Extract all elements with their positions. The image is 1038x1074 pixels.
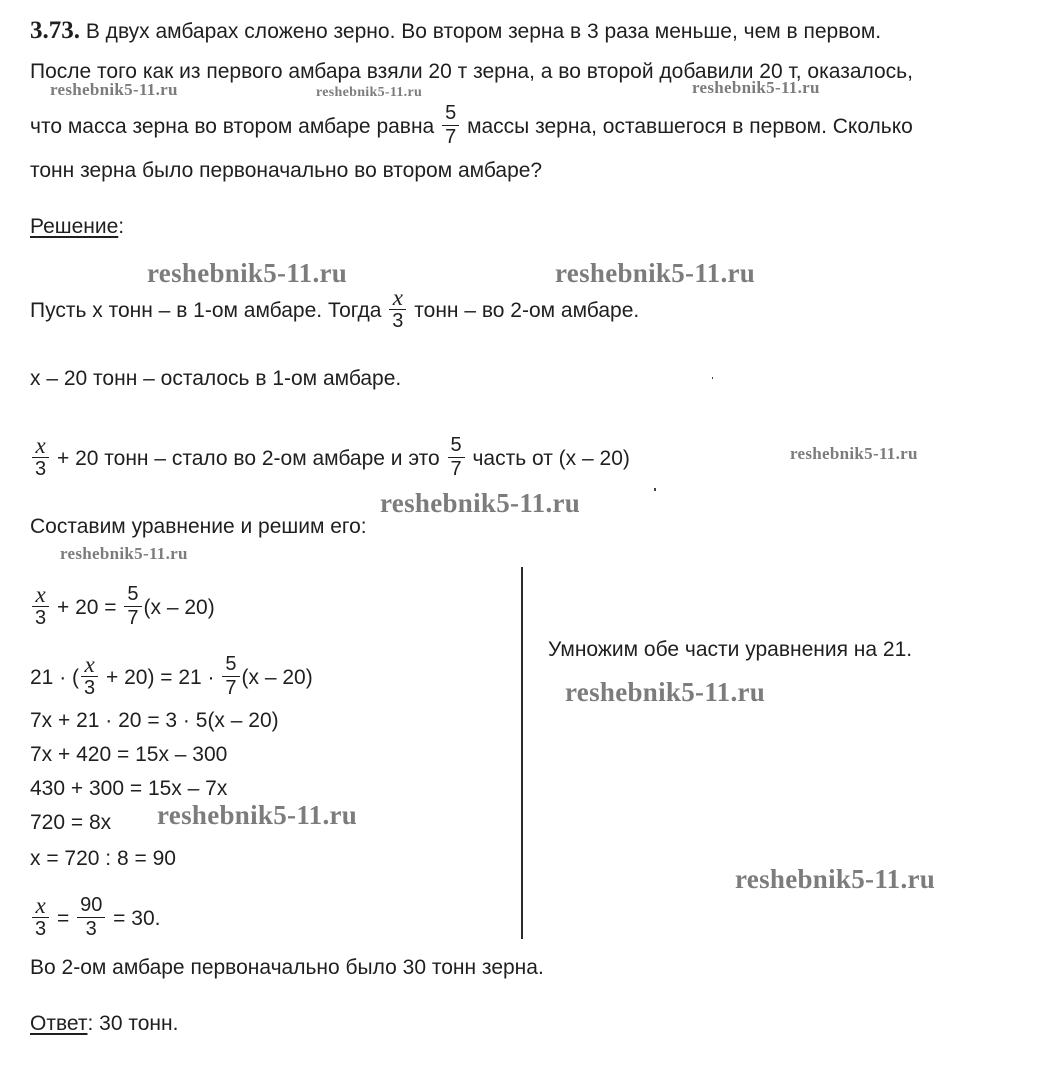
fraction-x-third: $\frac{x}{3}$ xyxy=(389,286,406,333)
watermark: reshebnik5-11.ru xyxy=(50,80,178,99)
side-note: Умножим обе части уравнения на 21. xyxy=(548,638,913,661)
problem-line-2: После того как из первого амбара взяли 20 т зерна, а во второй добавили 20 т, оказалось, xyxy=(30,60,913,83)
equation-5: 430 + 300 = 15x – 7x xyxy=(30,777,228,800)
equation-2: 21 · ( $\frac{x}{3}$ + 20) = 21 · $\frac{5}{7}$ (x – 20) xyxy=(30,652,313,699)
problem-number: 3.73. xyxy=(30,17,80,44)
problem-text-3b: массы зерна, оставшегося в первом. Сколько xyxy=(467,115,913,139)
scan-speck xyxy=(654,488,656,491)
watermark: reshebnik5-11.ru xyxy=(60,544,188,563)
fraction-five-sevenths: $\frac{5}{7}$ xyxy=(222,653,239,700)
watermark: reshebnik5-11.ru xyxy=(565,677,766,707)
fraction-x-third: $\frac{x}{3}$ xyxy=(81,653,98,700)
scan-speck xyxy=(712,377,713,379)
problem-line-1 xyxy=(30,18,881,45)
vertical-divider xyxy=(521,567,523,939)
fraction-five-sevenths: $\frac{5}{7}$ xyxy=(448,434,465,481)
watermark: reshebnik5-11.ru xyxy=(735,864,936,894)
problem-line-4: тонн зерна было первоначально во втором амбаре? xyxy=(30,159,543,182)
answer-label: Ответ xyxy=(30,1012,88,1035)
equation-3: 7x + 21 · 20 = 3 · 5(x – 20) xyxy=(30,709,279,732)
solution-heading: Решение: xyxy=(30,215,125,238)
fraction-five-sevenths: $\frac{5}{7}$ xyxy=(124,583,141,630)
equation-1: $\frac{x}{3}$ + 20 = $\frac{5}{7}$ (x – 20) xyxy=(30,585,215,632)
fraction-x-third: $\frac{x}{3}$ xyxy=(32,583,49,630)
conclusion: Во 2-ом амбаре первоначально было 30 тонн зерна. xyxy=(30,956,544,979)
fraction-x-third: $\frac{x}{3}$ xyxy=(32,434,49,481)
watermark: reshebnik5-11.ru xyxy=(555,258,756,288)
step-2: x – 20 тонн – осталось в 1-ом амбаре. xyxy=(30,367,402,390)
watermark: reshebnik5-11.ru xyxy=(316,85,423,100)
watermark: reshebnik5-11.ru xyxy=(157,800,358,830)
fraction-ninety-third: $\frac{90}{3}$ xyxy=(77,894,105,941)
answer xyxy=(30,1011,178,1037)
equation-8: $\frac{x}{3}$ = $\frac{90}{3}$ = 30. xyxy=(30,896,160,943)
fraction-x-third: $\frac{x}{3}$ xyxy=(32,894,49,941)
answer-value: : 30 тонн. xyxy=(87,1012,179,1035)
problem-line-3 xyxy=(30,104,913,151)
equation-7: x = 720 : 8 = 90 xyxy=(30,847,176,870)
problem-text-1: В двух амбарах сложено зерно. Во втором зерна в 3 раза меньше, чем в первом. xyxy=(85,20,882,43)
equation-6: 720 = 8x xyxy=(30,811,112,834)
watermark: reshebnik5-11.ru xyxy=(147,258,348,288)
step-3: $\frac{x}{3}$ + 20 тонн – стало во 2-ом амбаре и это $\frac{5}{7}$ часть от (x – 20) xyxy=(30,436,630,483)
step-1: Пусть x тонн – в 1-ом амбаре. Тогда $\frac{x}{3}$ тонн – во 2-ом амбаре. xyxy=(30,285,640,332)
watermark: reshebnik5-11.ru xyxy=(380,488,581,518)
watermark: reshebnik5-11.ru xyxy=(790,444,918,463)
equation-4: 7x + 420 = 15x – 300 xyxy=(30,743,228,766)
compose-equation: Составим уравнение и решим его: xyxy=(30,515,367,538)
watermark: reshebnik5-11.ru xyxy=(692,78,820,97)
fraction-five-sevenths: $\frac{5}{7}$ xyxy=(442,102,459,149)
problem-text-3a: что масса зерна во втором амбаре равна xyxy=(30,115,435,139)
